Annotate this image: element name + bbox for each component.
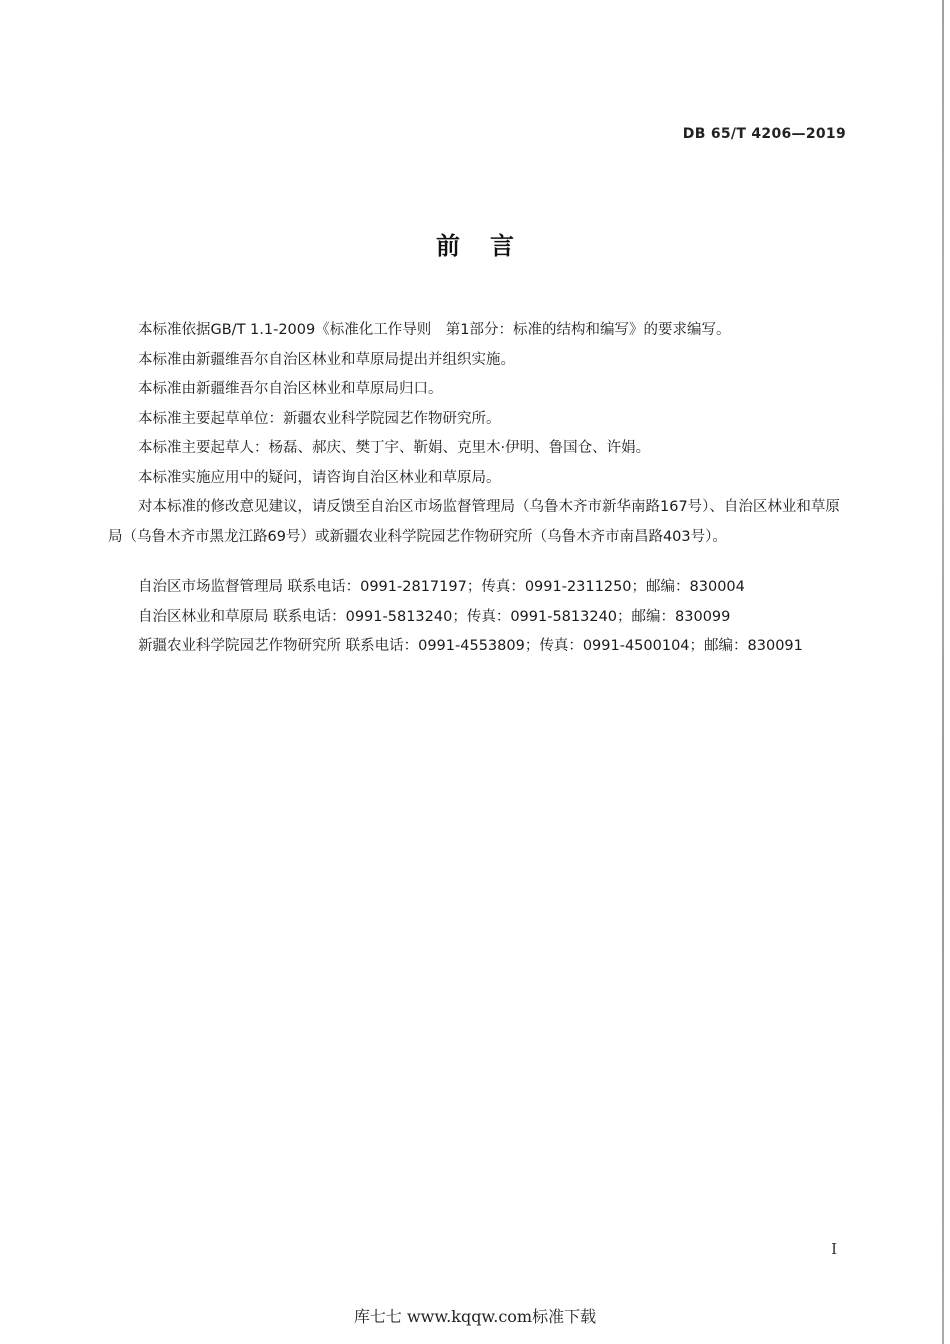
paragraph-drafters: 本标准主要起草人：杨磊、郝庆、樊丁宇、靳娟、克里木·伊明、鲁国仓、许娟。 — [138, 440, 651, 456]
contact-list — [138, 573, 803, 662]
page-number: I — [831, 1240, 837, 1258]
standard-code: DB 65/T 4206—2019 — [682, 126, 846, 142]
paragraph-feedback: 对本标准的修改意见建议，请反馈至自治区市场监督管理局（乌鲁木齐市新华南路167号）、自治区林业和草原局（乌鲁木齐市黑龙江路69号）或新疆农业科学院园艺作物研究所（乌鲁木齐市南昌路403号）。 — [108, 499, 840, 545]
footer-watermark: 库七七 www.kqqw.com标准下载 — [353, 1307, 597, 1326]
paragraph-proposer: 本标准由新疆维吾尔自治区林业和草原局提出并组织实施。 — [138, 351, 515, 368]
contact-forestry-bureau: 自治区林业和草原局 联系电话：0991-5813240；传真：0991-5813240；邮编：830099 — [138, 608, 731, 625]
page-title: 前言 — [436, 232, 544, 260]
foreword-body — [108, 316, 850, 552]
contact-horticulture-institute: 新疆农业科学院园艺作物研究所 联系电话：0991-4553809；传真：0991-4500104；邮编：830091 — [138, 638, 803, 654]
paragraph-inquiries: 本标准实施应用中的疑问，请咨询自治区林业和草原局。 — [138, 469, 501, 486]
paragraph-administrator: 本标准由新疆维吾尔自治区林业和草原局归口。 — [138, 381, 443, 397]
paragraph-drafting-unit: 本标准主要起草单位：新疆农业科学院园艺作物研究所。 — [138, 410, 501, 427]
contact-market-supervision: 自治区市场监督管理局 联系电话：0991-2817197；传真：0991-2311250；邮编：830004 — [138, 579, 745, 595]
scan-edge-line — [942, 0, 944, 1344]
paragraph-drafting-basis: 本标准依据GB/T 1.1-2009《标准化工作导则 第1部分：标准的结构和编写》的要求编写。 — [138, 322, 731, 338]
